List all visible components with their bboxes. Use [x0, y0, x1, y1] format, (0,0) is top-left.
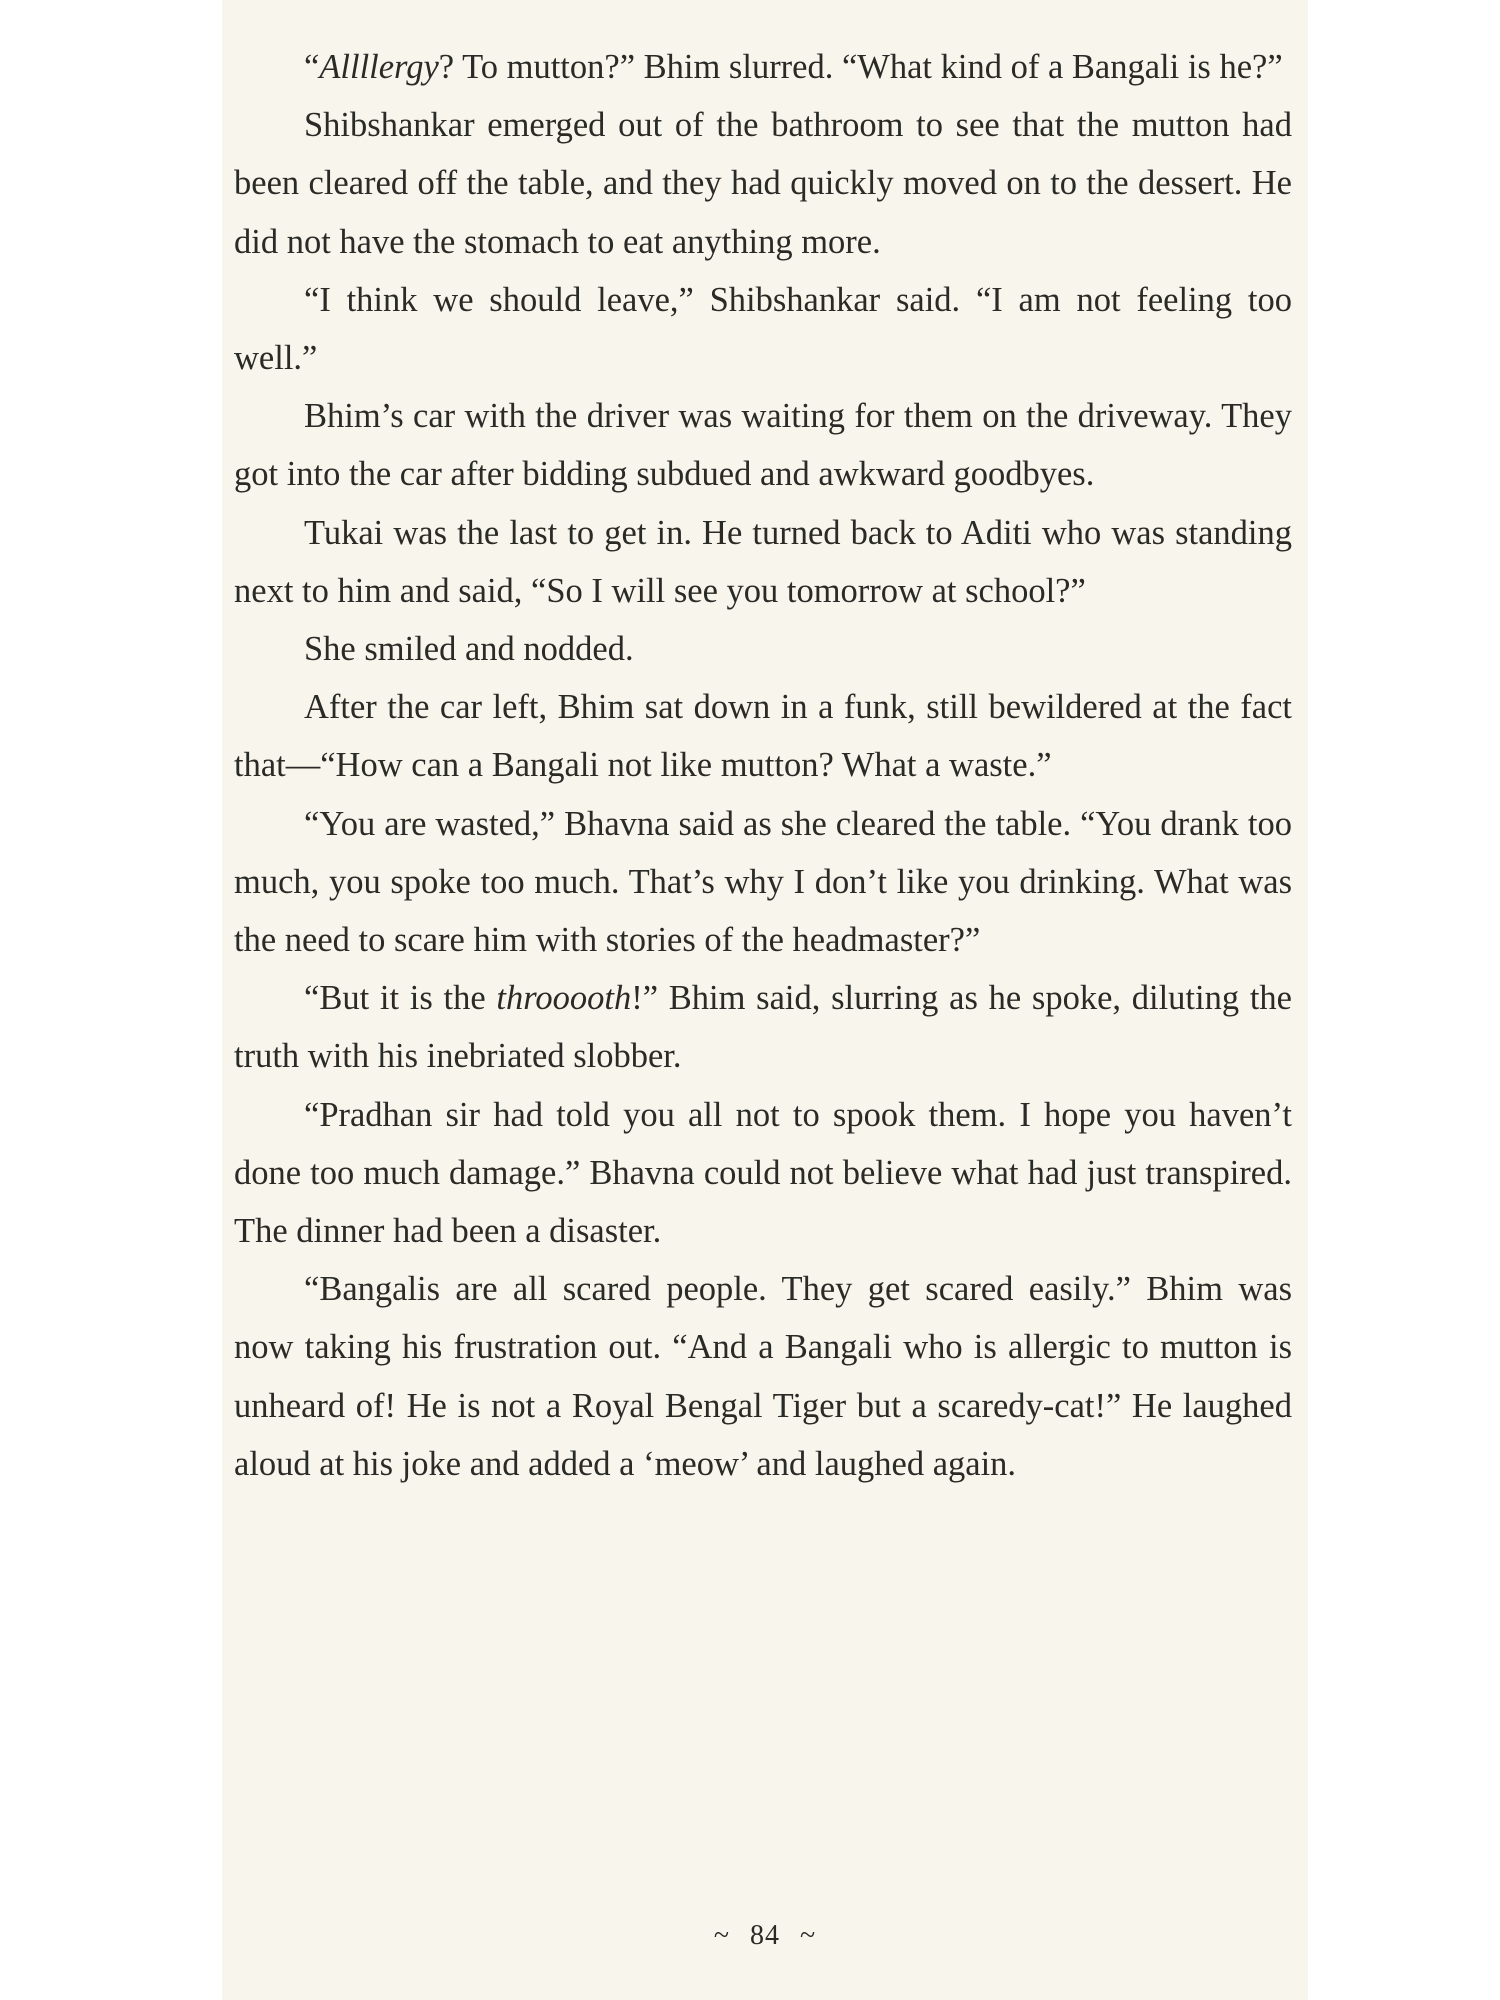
text-run: Shibshankar emerged out of the bathroom to see that the mutton had been cleared off the table, and they had quickly moved on to the dessert. He did not have the stomach to eat anything more. — [234, 106, 1292, 261]
paragraph — [234, 678, 1292, 794]
ornament-right: ~ — [800, 1920, 817, 1951]
ornament-left: ~ — [713, 1920, 730, 1951]
text-run: “I think we should leave,” Shibshankar said. “I am not feeling too well.” — [234, 280, 1292, 378]
text-run: Bhim’s car with the driver was waiting for them on the driveway. They got into the car after bidding subdued and awkward goodbyes. — [234, 397, 1292, 494]
paragraph — [234, 620, 1292, 678]
italic-text: Allllergy — [319, 48, 439, 86]
text-run: She smiled and nodded. — [304, 630, 634, 669]
paragraph — [234, 969, 1292, 1085]
paragraph — [234, 795, 1292, 970]
book-page — [222, 0, 1308, 2000]
text-run: Tukai was the last to get in. He turned back to Aditi who was standing next to him and said, “So I will see you tomorrow at school?” — [234, 513, 1292, 610]
page-number: 84 — [750, 1920, 780, 1951]
text-run: !” Bhim said, slurring as he spoke, diluting the truth with his inebriated slobber. — [234, 979, 1292, 1076]
text-run: “But it is the — [304, 979, 497, 1018]
text-run: “ — [304, 48, 320, 86]
text-run: After the car left, Bhim sat down in a funk, still bewildered at the fact that—“How can a Bangali not like mutton? What a waste.” — [234, 688, 1292, 785]
text-run: ? To mutton?” Bhim slurred. “What kind of a Bangali is he?” — [438, 48, 1283, 86]
paragraph — [234, 387, 1292, 503]
paragraph — [234, 96, 1292, 271]
paragraph — [234, 1086, 1292, 1261]
text-run: “Bangalis are all scared people. They get scared easily.” Bhim was now taking his frustration out. “And a Bangali who is allergic to mutton is unheard of! He is not a Royal Bengal Tiger but a scaredy-cat!” He laughed aloud at his joke and added a ‘meow’ and laughed again. — [234, 1270, 1292, 1483]
paragraph — [234, 504, 1292, 620]
body-text — [234, 38, 1292, 1493]
page-number-footer — [222, 1920, 1308, 1952]
paragraph — [234, 38, 1292, 96]
text-run: “Pradhan sir had told you all not to spook them. I hope you haven’t done too much damage.” Bhavna could not believe what had just transpired. The dinner had been a disaster. — [234, 1095, 1292, 1251]
italic-text: throoooth — [496, 979, 632, 1018]
text-run: “You are wasted,” Bhavna said as she cleared the table. “You drank too much, you spoke too much. That’s why I don’t like you drinking. What was the need to scare him with stories of the headmaster?” — [234, 804, 1292, 960]
paragraph — [234, 271, 1292, 387]
paragraph — [234, 1260, 1292, 1493]
